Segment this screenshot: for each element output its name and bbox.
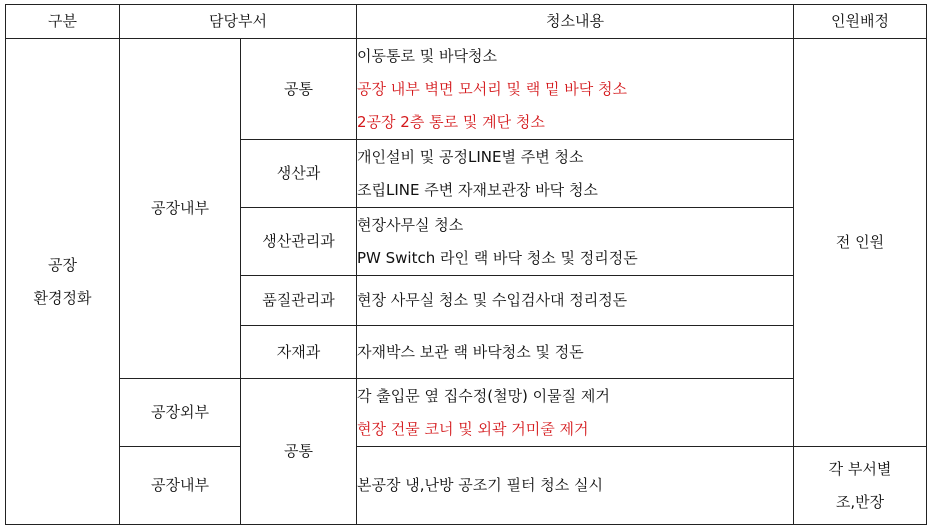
table-row bbox=[6, 447, 927, 525]
department-factory-inside-2: 공장내부 bbox=[120, 447, 241, 525]
subdept-quality-mgmt: 품질관리과 bbox=[241, 276, 357, 326]
staffing-all: 전 인원 bbox=[794, 39, 927, 447]
header-staffing: 인원배정 bbox=[794, 5, 927, 39]
content-line: 현장 건물 코너 및 외곽 거미줄 제거 bbox=[357, 419, 589, 438]
content-line: 공장 내부 벽면 모서리 및 랙 밑 바닥 청소 bbox=[357, 79, 627, 98]
subdept-common: 공통 bbox=[241, 39, 357, 140]
department-factory-inside: 공장내부 bbox=[120, 39, 241, 379]
table-row bbox=[6, 379, 927, 447]
header-department: 담당부서 bbox=[120, 5, 357, 39]
content-line: PW Switch 라인 랙 바닥 청소 및 정리정돈 bbox=[357, 248, 638, 267]
content-line: 자재박스 보관 랙 바닥청소 및 정돈 bbox=[357, 342, 584, 361]
subdept-common-2: 공통 bbox=[241, 379, 357, 525]
content-cell-quality-mgmt bbox=[357, 276, 794, 326]
content-line: 2공장 2층 통로 및 계단 청소 bbox=[357, 112, 545, 131]
content-line: 현장 사무실 청소 및 수입검사대 정리정돈 bbox=[357, 291, 628, 309]
header-cleaning-content: 청소내용 bbox=[357, 5, 794, 39]
content-line: 개인설비 및 공정LINE별 주변 청소 bbox=[357, 147, 584, 166]
content-line: 조립LINE 주변 자재보관장 바닥 청소 bbox=[357, 180, 598, 199]
staffing-each-dept-cell bbox=[794, 447, 927, 525]
content-line: 현장사무실 청소 bbox=[357, 215, 464, 234]
subdept-production: 생산과 bbox=[241, 140, 357, 208]
content-cell-production bbox=[357, 140, 794, 208]
staffing-line: 조,반장 bbox=[835, 492, 885, 511]
department-factory-outside: 공장외부 bbox=[120, 379, 241, 447]
header-gubun: 구분 bbox=[6, 5, 120, 39]
content-cell-outside bbox=[357, 379, 794, 447]
gubun-cell bbox=[6, 39, 120, 525]
subdept-materials: 자재과 bbox=[241, 326, 357, 379]
header-row bbox=[6, 5, 927, 39]
content-line: 각 출입문 옆 집수정(철망) 이물질 제거 bbox=[357, 386, 610, 405]
content-line: 이동통로 및 바닥청소 bbox=[357, 46, 497, 65]
staffing-line: 각 부서별 bbox=[828, 459, 892, 478]
cleaning-schedule-table bbox=[5, 4, 927, 525]
gubun-line: 환경정화 bbox=[33, 288, 92, 307]
content-cell-production-mgmt bbox=[357, 208, 794, 276]
content-cell-inside-hvac bbox=[357, 447, 794, 525]
content-cell-materials bbox=[357, 326, 794, 379]
content-cell-common bbox=[357, 39, 794, 140]
content-line: 본공장 냉,난방 공조기 필터 청소 실시 bbox=[357, 476, 603, 494]
table-row bbox=[6, 39, 927, 140]
subdept-production-mgmt: 생산관리과 bbox=[241, 208, 357, 276]
gubun-line: 공장 bbox=[48, 255, 77, 274]
